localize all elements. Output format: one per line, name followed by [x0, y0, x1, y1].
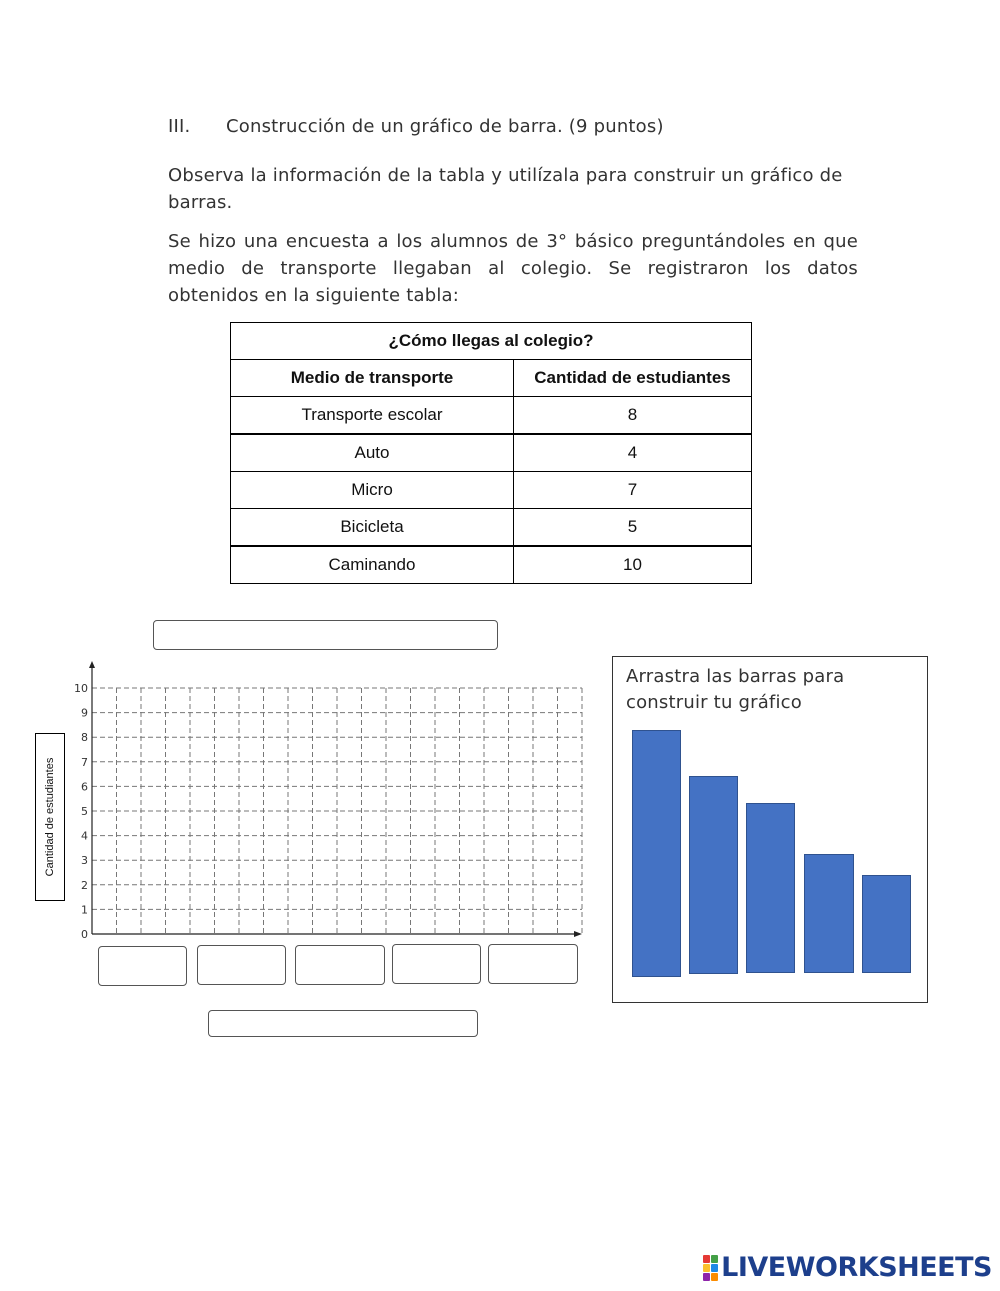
table-row — [231, 434, 752, 472]
y-tick-label: 5 — [81, 805, 88, 818]
category-input-1[interactable] — [98, 946, 187, 986]
table-cell-medio: Auto — [231, 434, 514, 472]
y-tick-label: 3 — [81, 854, 88, 868]
table-row — [231, 509, 752, 547]
section-heading: Construcción de un gráfico de barra. (9 puntos) — [226, 116, 664, 137]
y-tick-label: 0 — [81, 928, 88, 941]
y-tick-label: 9 — [81, 706, 88, 720]
y-axis-arrow-icon — [89, 661, 95, 668]
y-tick-label: 7 — [81, 755, 88, 769]
data-table — [230, 322, 752, 584]
table-cell-cantidad: 8 — [514, 397, 752, 435]
context-text: Se hizo una encuesta a los alumnos de 3° básico preguntándoles en que medio de transporte llegaban al colegio. Se registraron los datos obtenidos en la siguiente tabla: — [168, 231, 858, 306]
table-cell-medio: Caminando — [231, 546, 514, 584]
y-tick-label: 6 — [81, 780, 88, 794]
table-cell-cantidad: 7 — [514, 472, 752, 509]
bars-panel — [612, 656, 928, 1003]
brand-name: LIVEWORKSHEETS — [721, 1252, 992, 1283]
logo-icon — [703, 1255, 718, 1281]
section-title — [168, 116, 664, 137]
table-row — [231, 397, 752, 435]
y-tick-label: 1 — [81, 903, 88, 917]
chart-grid — [70, 658, 590, 948]
draggable-bar-2[interactable] — [689, 776, 738, 974]
table-header-medio: Medio de transporte — [231, 360, 514, 397]
draggable-bar-5[interactable] — [862, 875, 911, 973]
y-axis-label: Cantidad de estudiantes — [44, 757, 56, 877]
table-cell-medio: Bicicleta — [231, 509, 514, 547]
table-cell-medio: Micro — [231, 472, 514, 509]
y-tick-label: 10 — [74, 682, 88, 695]
table-row — [231, 472, 752, 509]
draggable-bar-1[interactable] — [632, 730, 681, 977]
category-input-3[interactable] — [295, 945, 385, 985]
section-number: III. — [168, 116, 191, 137]
y-tick-label: 4 — [81, 829, 88, 843]
y-tick-label: 8 — [81, 731, 88, 745]
liveworksheets-logo — [703, 1252, 992, 1283]
x-axis-arrow-icon — [574, 931, 582, 937]
y-axis-label-box — [35, 733, 65, 901]
y-tick-labels — [74, 682, 88, 941]
table-cell-cantidad: 4 — [514, 434, 752, 472]
table-caption: ¿Cómo llegas al colegio? — [231, 323, 752, 360]
category-input-2[interactable] — [197, 945, 286, 985]
table-cell-cantidad: 10 — [514, 546, 752, 584]
draggable-bar-3[interactable] — [746, 803, 795, 973]
bars-panel-title-line1: Arrastra las barras para — [626, 666, 845, 687]
category-input-4[interactable] — [392, 944, 481, 984]
y-tick-label: 2 — [81, 878, 88, 892]
table-row — [231, 546, 752, 584]
table-cell-cantidad: 5 — [514, 509, 752, 547]
category-input-5[interactable] — [488, 944, 578, 984]
bars-panel-title-line2: construir tu gráfico — [626, 692, 802, 713]
table-cell-medio: Transporte escolar — [231, 397, 514, 435]
x-axis-label-input[interactable] — [208, 1010, 478, 1037]
table-header-cantidad: Cantidad de estudiantes — [514, 360, 752, 397]
instruction-text: Observa la información de la tabla y utilízala para construir un gráfico de barras. — [168, 165, 843, 213]
grid-lines — [92, 688, 582, 934]
bars-panel-title — [626, 664, 844, 716]
draggable-bar-4[interactable] — [804, 854, 854, 973]
chart-title-input[interactable] — [153, 620, 498, 650]
